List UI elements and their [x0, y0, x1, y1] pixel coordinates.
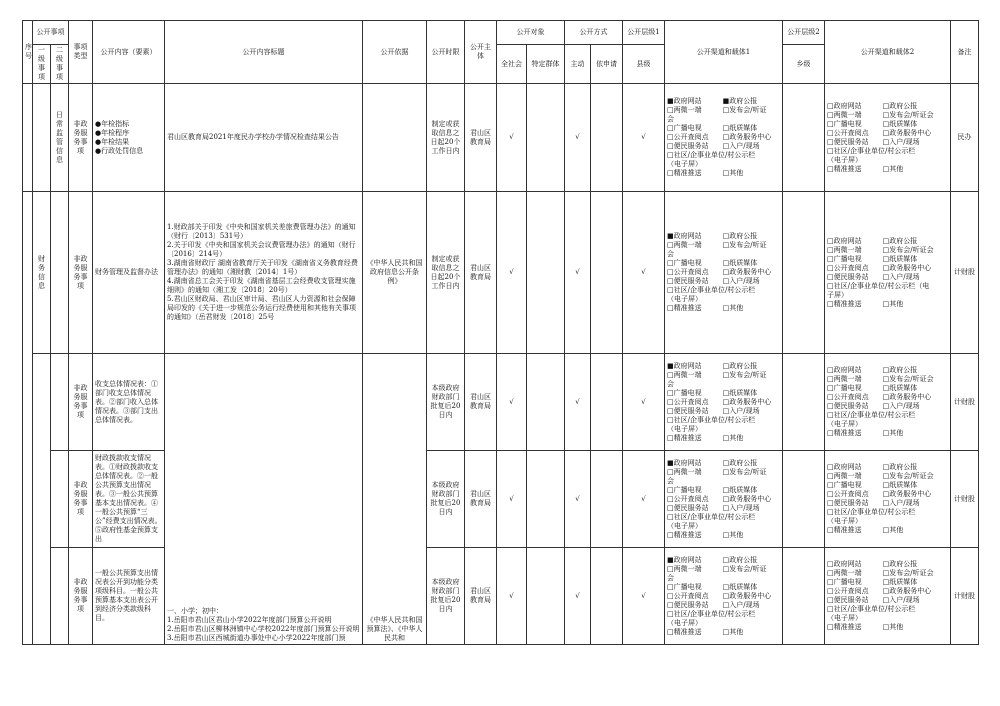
header-method-apply: 依申请 [591, 45, 623, 84]
channel1-cell: ■政府网站 □政府公报 □两微一端 □发布会/听证 会 □广播电视 □纸质媒体 □公开查阅点 □政务服务中心 □便民服务站 □入户/现场 □社区/企事业单位/村公示栏 （电子屏） □精准推送 □其他 [665, 354, 783, 451]
target-group-cell [527, 192, 565, 354]
header-tier1: 公开层级1 [623, 21, 665, 45]
requirements-cell: 财务管理及监督办法 [93, 192, 165, 354]
remark-cell: 计财股 [951, 451, 979, 548]
period-cell: 本级政府财政部门批复后20日内 [427, 451, 465, 548]
basis-cell [363, 84, 427, 192]
channel2-cell: □政府网站 □政府公报 □两微一端 □发布会/听证会 □广播电视 □纸质媒体 □公开查阅点 □政务服务中心 □便民服务站 □入户/现场 □社区/企事业单位/村公示栏 （电子屏） □精准推送 □其他 [825, 354, 951, 451]
title-cell: 君山区教育局2021年度民办学校办学情况检查结果公告 [165, 84, 363, 192]
level2-cell: 日常监管信息 [51, 84, 69, 192]
header-seq: 序号 [23, 21, 33, 84]
check-mark: √ [623, 354, 665, 451]
header-channel2: 公开渠道和载体2 [825, 21, 951, 84]
level2-cell [51, 192, 69, 354]
tier2-cell [783, 548, 825, 645]
check-mark: √ [623, 84, 665, 192]
subject-cell: 君山区教育局 [465, 354, 497, 451]
period-cell: 制定或获取信息之日起20个工作日内 [427, 192, 465, 354]
subject-cell: 君山区教育局 [465, 548, 497, 645]
level1-cell [33, 84, 51, 192]
period-cell: 本级政府财政部门批复后20日内 [427, 548, 465, 645]
header-level2: 二级事项 [51, 45, 69, 84]
requirements-cell: 财政拨款收支情况表。①财政拨款收支总体情况表。②一般公共预算支出情况表。③一般公共预算基本支出情况表。④一般公共预算“三公”经费支出情况表。⑤政府性基金预算支出 [93, 451, 165, 548]
header-remark: 备注 [951, 21, 979, 84]
remark-cell: 计财股 [951, 548, 979, 645]
check-mark: √ [497, 548, 527, 645]
tier2-cell [783, 84, 825, 192]
title-cell: 1.财政部关于印发《中央和国家机关差旅费管理办法》的通知（财行〔2013〕531号） 2.关于印发《中央和国家机关会议费管理办法》的通知（财行〔2016〕214号） 3.湖南省财政厅 湖南省教育厅关于印发《湖南省义务教育经费管理办法》的通知（湘财教〔2014〕1号） 4.湖南省总工会关于印发《湖南省基层工会经费收支管理实施细则》的通知（湘工发〔2018〕20号） 5.君山区财政局、君山区审计局、君山区人力资源和社会保障局印发的《关于进一步规范公务运行经费使用和其他有关事项的通知》（岳君财发〔2018〕25号 [165, 192, 363, 354]
seq-cell [23, 192, 33, 645]
check-mark: √ [623, 451, 665, 548]
requirements-cell: 一般公共预算支出情况表公开到功能分类项级科目。一般公共预算基本支出表公开到经济分类款级科目。 [93, 548, 165, 645]
remark-cell: 计财股 [951, 192, 979, 354]
method-apply-cell [591, 192, 623, 354]
check-mark: √ [623, 192, 665, 354]
header-period: 公开时限 [427, 21, 465, 84]
target-group-cell [527, 451, 565, 548]
method-apply-cell [591, 354, 623, 451]
type-cell: 非政务服务事项 [69, 548, 93, 645]
channel2-cell: □政府网站 □政府公报 □两微一端 □发布会/听证会 □广播电视 □纸质媒体 □公开查阅点 □政务服务中心 □便民服务站 □入户/现场 □社区/企事业单位/村公示栏（电 子屏） □精准推送 □其他 [825, 192, 951, 354]
check-mark: √ [565, 548, 591, 645]
table-row [23, 354, 979, 451]
level1-cell: 财务信息 [33, 192, 51, 354]
remark-cell: 计财股 [951, 354, 979, 451]
tier2-cell [783, 451, 825, 548]
channel2-cell: □政府网站 □政府公报 □两微一端 □发布会/听证会 □广播电视 □纸质媒体 □公开查阅点 □政务服务中心 □便民服务站 □入户/现场 □社区/企事业单位/村公示栏 （电子屏） □精准推送 □其他 [825, 451, 951, 548]
level2-cell [51, 548, 69, 645]
header-tier2-sub: 乡级 [783, 45, 825, 84]
header-target: 公开对象 [497, 21, 565, 45]
requirements-cell: ●年检指标 ●年检程序 ●年检结果 ●行政处罚信息 [93, 84, 165, 192]
header-item-type: 事项类型 [69, 21, 93, 84]
channel1-cell: ■政府网站 □政府公报 □两微一端 □发布会/听证 会 □广播电视 □纸质媒体 □公开查阅点 □政务服务中心 □便民服务站 □入户/现场 □社区/企事业单位/村公示栏 （电子屏） □精准推送 □其他 [665, 451, 783, 548]
header-target-group: 特定群体 [527, 45, 565, 84]
period-cell: 制定或获取信息之日起20个工作日内 [427, 84, 465, 192]
table-row [23, 192, 979, 354]
header-level1: 一级事项 [33, 45, 51, 84]
tier2-cell [783, 354, 825, 451]
level2-cell [51, 451, 69, 548]
type-cell: 非政务服务事项 [69, 84, 93, 192]
header-content-title: 公开内容标题 [165, 21, 363, 84]
check-mark: √ [565, 84, 591, 192]
check-mark: √ [497, 84, 527, 192]
channel2-cell: □政府网站 □政府公报 □两微一端 □发布会/听证会 □广播电视 □纸质媒体 □公开查阅点 □政务服务中心 □便民服务站 □入户/现场 □社区/企事业单位/村公示栏 （电子屏） □精准推送 □其他 [825, 84, 951, 192]
header-method: 公开方式 [565, 21, 623, 45]
channel1-cell: ■政府网站 □政府公报 □两微一端 □发布会/听证 会 □广播电视 □纸质媒体 □公开查阅点 □政务服务中心 □便民服务站 □入户/现场 □社区/企事业单位/村公示栏 （电子屏） □精准推送 □其他 [665, 548, 783, 645]
seq-cell [23, 84, 33, 192]
check-mark: √ [497, 192, 527, 354]
disclosure-table [22, 20, 979, 645]
channel1-cell: ■政府网站 □政府公报 □两微一端 □发布会/听证 会 □广播电视 □纸质媒体 □公开查阅点 □政务服务中心 □便民服务站 □入户/现场 □社区/企事业单位/村公示栏 （电子屏） □精准推送 □其他 [665, 192, 783, 354]
basis-cell: 《中华人民共和国政府信息公开条例》 [363, 192, 427, 354]
method-apply-cell [591, 84, 623, 192]
basis-cell: 《中华人民共和国预算法》、《中华人民共和 [363, 354, 427, 645]
check-mark: √ [497, 451, 527, 548]
subject-cell: 君山区教育局 [465, 451, 497, 548]
header-target-all: 全社会 [497, 45, 527, 84]
header-tier1-sub: 县级 [623, 45, 665, 84]
header-channel1: 公开渠道和载体1 [665, 21, 783, 84]
requirements-cell: 收支总体情况表：①部门收支总体情况表。②部门收入总体情况表。③部门支出总体情况表。 [93, 354, 165, 451]
remark-cell: 民办 [951, 84, 979, 192]
title-cell: 一、小学；初中： 1.岳阳市君山区君山小学2022年度部门预算公开说明 2.岳阳市君山区柳林洲镇中心学校2022年度部门预算公开说明 3.岳阳市君山区西城街道办事处中心小学2022年度部门预 [165, 354, 363, 645]
type-cell: 非政务服务事项 [69, 192, 93, 354]
period-cell: 本级政府财政部门批复后20日内 [427, 354, 465, 451]
subject-cell: 君山区教育局 [465, 84, 497, 192]
type-cell: 非政务服务事项 [69, 451, 93, 548]
check-mark: √ [565, 354, 591, 451]
level2-cell [51, 354, 69, 451]
type-cell: 非政务服务事项 [69, 354, 93, 451]
header-subject: 公开主体 [465, 21, 497, 84]
channel1-cell: ■政府网站 ■政府公报 □两微一端 □发布会/听证 会 □广播电视 □纸质媒体 □公开查阅点 □政务服务中心 □便民服务站 □入户/现场 □社区/企事业单位/村公示栏 （电子屏） □精准推送 □其他 [665, 84, 783, 192]
method-apply-cell [591, 451, 623, 548]
target-group-cell [527, 84, 565, 192]
header-method-active: 主动 [565, 45, 591, 84]
header-item: 公开事项 [33, 21, 69, 45]
target-group-cell [527, 354, 565, 451]
header-content-req: 公开内容（要素） [93, 21, 165, 84]
check-mark: √ [497, 354, 527, 451]
level1-cell [33, 354, 51, 645]
channel2-cell: □政府网站 □政府公报 □两微一端 □发布会/听证会 □广播电视 □纸质媒体 □公开查阅点 □政务服务中心 □便民服务站 □入户/现场 □社区/企事业单位/村公示栏 （电子屏） □精准推送 □其他 [825, 548, 951, 645]
method-apply-cell [591, 548, 623, 645]
check-mark: √ [565, 192, 591, 354]
subject-cell: 君山区教育局 [465, 192, 497, 354]
check-mark: √ [623, 548, 665, 645]
header-basis: 公开依据 [363, 21, 427, 84]
table-row [23, 84, 979, 192]
tier2-cell [783, 192, 825, 354]
check-mark: √ [565, 451, 591, 548]
target-group-cell [527, 548, 565, 645]
header-tier2: 公开层级2 [783, 21, 825, 45]
